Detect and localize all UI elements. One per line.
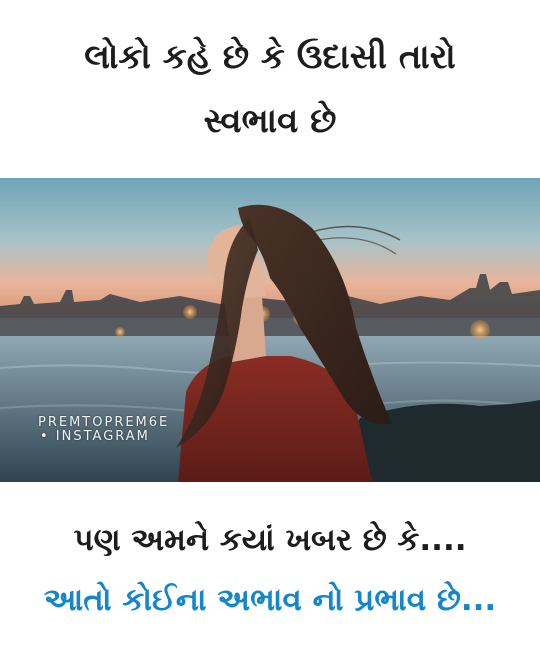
- bokeh-light: [470, 320, 490, 340]
- bokeh-light: [183, 305, 197, 319]
- quote-line-2: સ્વભાવ છે: [203, 101, 337, 141]
- quote-line-3: પણ અમને કયાં ખબર છે કે....: [73, 522, 467, 558]
- bokeh-light: [115, 327, 125, 337]
- quote-header: [0, 0, 540, 178]
- quote-line-4: આતો કોઈના અભાવ નો પ્રભાવ છે...: [43, 582, 497, 618]
- quote-line-1: લોકો કહે છે કે ઉદાસી તારો: [84, 37, 456, 77]
- instagram-watermark: [38, 416, 169, 444]
- background-photo: [0, 178, 540, 482]
- watermark-handle: PREMTOPREM6E: [38, 415, 170, 430]
- watermark-platform: • INSTAGRAM: [40, 429, 150, 444]
